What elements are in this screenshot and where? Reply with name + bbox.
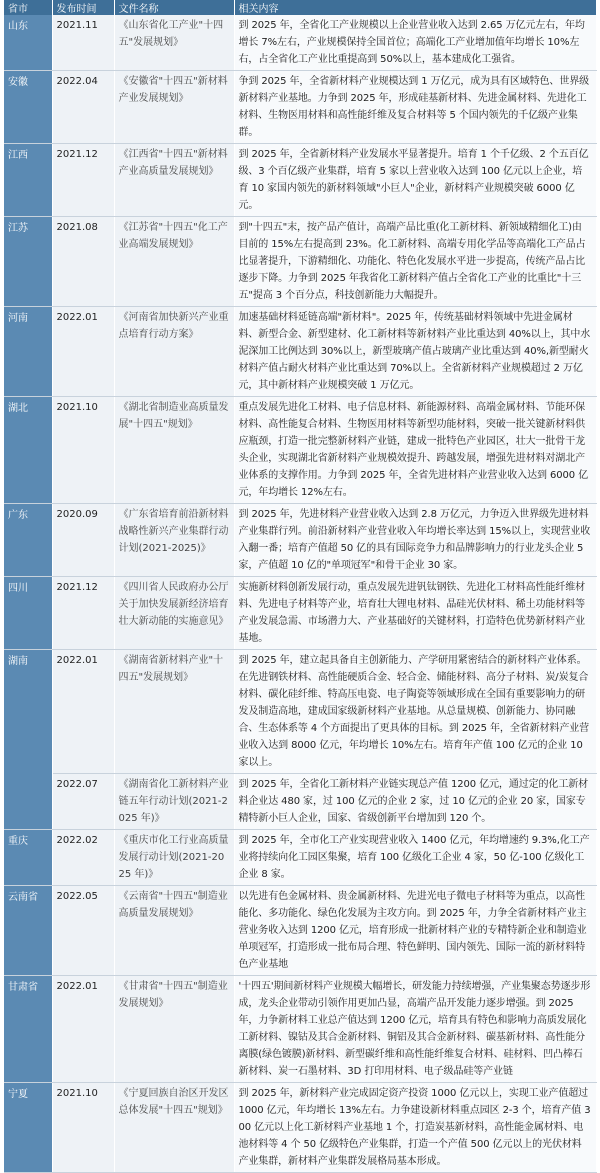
province-cell: 江西 (4, 144, 52, 217)
province-cell: 湖南 (4, 650, 52, 830)
header-file: 文件名称 (114, 0, 234, 15)
file-cell: 《湖南省新材料产业"十四五"发展规划》 (114, 650, 234, 774)
content-cell: 到 2025 年，全省化工新材料产业链实现总产值 1200 亿元，通过定的化工新材料企业达 480 家，过 100 亿元的企业 2 家，过 10 亿元的企业 20 家，国家专精特新小巨人企业，国家、省级创新平台增加到 120 个。 (234, 774, 596, 830)
table-row (4, 1083, 596, 1173)
date-cell: 2022.01 (52, 976, 114, 1083)
file-cell: 《广东省培育前沿新材料战略性新兴产业集群行动计划(2021-2025)》 (114, 504, 234, 577)
province-cell: 河南 (4, 307, 52, 397)
header-date: 发布时间 (52, 0, 114, 15)
date-cell: 2022.07 (52, 774, 114, 830)
file-cell: 《安徽省"十四五"新材料产业发展规划》 (114, 71, 234, 144)
file-cell: 《重庆市化工行业高质量发展行动计划(2021-2025 年)》 (114, 830, 234, 886)
policy-table (4, 0, 597, 1173)
table-row (4, 15, 596, 71)
file-cell: 《宁夏回族自治区开发区总体发展"十四五"规划》 (114, 1083, 234, 1173)
table-row (4, 217, 596, 307)
date-cell: 2022.05 (52, 886, 114, 976)
table-row (4, 886, 596, 976)
province-cell: 云南省 (4, 886, 52, 976)
header-row (4, 0, 596, 15)
content-cell: 到 2025 年，建立起具备自主创新能力、产学研用紧密结合的新材料产业体系。在先进钢铁材料、高性能硬质合金、轻合金、储能材料、高分子材料、炭/炭复合材料、碳化硅纤维、特高压电瓷、电子陶瓷等领域形成在全国有重要影响力的研发及制造高地，建成国家级新材料产业基地。从总量规模、创新能力、协同融合、生态体系等 4 个方面提出了更具体的目标。到 2025 年，全省新材料产业营业收入达到 8000 亿元，年均增长 10%左右。培育年产值 100 亿元的企业 10 家以上。 (234, 650, 596, 774)
province-cell: 山东 (4, 15, 52, 71)
date-cell: 2021.10 (52, 1083, 114, 1173)
province-cell: 宁夏 (4, 1083, 52, 1173)
date-cell: 2021.12 (52, 577, 114, 650)
file-cell: 《四川省人民政府办公厅关于加快发展新经济培育壮大新动能的实施意见》 (114, 577, 234, 650)
province-cell: 江苏 (4, 217, 52, 307)
file-cell: 《甘肃省"十四五"制造业发展规划》 (114, 976, 234, 1083)
table-row (4, 577, 596, 650)
content-cell: 到 2025 年，全市化工产业实现营业收入 1400 亿元，年均增速约 9.3%,化工产业将持续向化工园区集聚，培育 100 亿级化工企业 4 家，50 亿-100 亿级化工企业 8 家。 (234, 830, 596, 886)
date-cell: 2021.12 (52, 144, 114, 217)
date-cell: 2021.08 (52, 217, 114, 307)
table-row (4, 397, 596, 504)
content-cell: 到"十四五"末，按产品产值计，高端产品比重(化工新材料、新领域精细化工)由目前的 15%左右提高到 23%。化工新材料、高端专用化学品等高端化工产品占比显著提升，下游精细化、功能化、特色化发展水平进一步提高，传统产品占比逐步下降。力争到 2025 年我省化工新材料产值占全省化工产业的比重比"十三五"提高 3 个百分点，科技创新能力大幅提升。 (234, 217, 596, 307)
province-cell: 广东 (4, 504, 52, 577)
table-row (4, 830, 596, 886)
date-cell: 2020.09 (52, 504, 114, 577)
table-row (4, 71, 596, 144)
content-cell: 到 2025 年，全省化工产业规模以上企业营业收入达到 2.65 万亿元左右，年均增长 7%左右，产业规模保持全国首位；高端化工产业增加值年均增长 10%左右，占全省化工产业比重提高到 50%以上，基本建成化工强省。 (234, 15, 596, 71)
date-cell: 2021.10 (52, 397, 114, 504)
table-row (4, 774, 596, 830)
date-cell: 2022.01 (52, 650, 114, 774)
file-cell: 《湖南省化工新材料产业链五年行动计划(2021-2025 年)》 (114, 774, 234, 830)
content-cell: 实施新材料创新发展行动，重点发展先进钒钛钢铁、先进化工材料高性能纤维材料、先进电子材料等产业，培育壮大锂电材料、晶硅光伏材料、稀土功能材料等产业发展急需、市场潜力大、产业基础好的关键材料，打造特色优势新材料产业基地。 (234, 577, 596, 650)
province-cell: 湖北 (4, 397, 52, 504)
content-cell: 重点发展先进化工材料、电子信息材料、新能源材料、高端金属材料、节能环保材料、高性能复合材料、生物医用材料等新型功能材料，突破一批关键新材料供应瓶颈，打造一批完整新材料产业链，建成一批特色产业园区，壮大一批骨干龙头企业，实现湖北省新材料产业规模效提升、跨越发展，增强先进材料对湖北产业体系的支撑作用。力争到 2025 年，全省先进材料产业营业收入达到 6000 亿元，年均增长 12%左右。 (234, 397, 596, 504)
date-cell: 2022.01 (52, 307, 114, 397)
province-cell: 安徽 (4, 71, 52, 144)
province-cell: 重庆 (4, 830, 52, 886)
table-row (4, 976, 596, 1083)
content-cell: 到 2025 年，先进材料产业营业收入达到 2.8 万亿元，力争迈入世界级先进材料产业集群行列。前沿新材料产业营业收入年均增长率达到 15%以上，实现营业收入翻一番；培育产值超 50 亿的具有国际竞争力和品牌影响力的行业龙头企业 5 家，产值超 10 亿的"单项冠军"和骨干企业 30 家。 (234, 504, 596, 577)
file-cell: 《江苏省"十四五"化工产业高端发展规划》 (114, 217, 234, 307)
table-row (4, 144, 596, 217)
table-row (4, 307, 596, 397)
header-content: 相关内容 (234, 0, 596, 15)
province-cell: 甘肃省 (4, 976, 52, 1083)
province-cell: 四川 (4, 577, 52, 650)
content-cell: 加速基础材料延链高端"新材料"。2025 年，传统基础材料领域中先进金属材料、新型合金、新型建材、化工新材料等新材料产业比重达到 40%以上，其中水泥深加工比例达到 30%以上，新型玻璃产值占玻璃产业比重达到 40%,新型耐火材料产值占耐火材料产业比重达到 70%以上。全省新材料产业规模超过 2 万亿元，其中新材料产业规模突破 1 万亿元。 (234, 307, 596, 397)
content-cell: 到 2025 年，新材料产业完成固定资产投资 1000 亿元以上，实现工业产值超过 1000 亿元，年均增长 13%左右。力争建设新材料重点园区 2-3 个，培育产值 300 亿元以上化工新材料产业基地 1 个，打造炭基新材料，高性能金属材料、电池材料等 4 个 50 亿级特色产业集群，打造一个产值 500 亿元以上的光伏材料产业集群，新材料产业集群发展格局基本形成。 (234, 1083, 596, 1173)
table-row (4, 650, 596, 774)
content-cell: 争到 2025 年，全省新材料产业规模达到 1 万亿元，成为具有区域特色、世界级新材料产业基地。力争到 2025 年，形成硅基新材料、先进金属材料、先进化工材料、生物医用材料和高性能纤维及复合材料等 5 个国内领先的千亿级产业集群。 (234, 71, 596, 144)
date-cell: 2021.11 (52, 15, 114, 71)
header-province: 省市 (4, 0, 52, 15)
file-cell: 《江西省"十四五"新材料产业高质量发展规划》 (114, 144, 234, 217)
file-cell: 《云南省"十四五"制造业高质量发展规划》 (114, 886, 234, 976)
file-cell: 《湖北省制造业高质量发展"十四五"规划》 (114, 397, 234, 504)
file-cell: 《山东省化工产业"十四五"发展规划》 (114, 15, 234, 71)
content-cell: 以先进有色金属材料、贵金属新材料、先进光电子微电子材料等为重点，以高性能化、多功能化、绿色化发展为主攻方向。到 2025 年，力争全省新材料产业主营业务收入达到 1200 亿元，培育形成一批新材料产业的专精特新企业和制造业单项冠军，打造形成一批布局合理、特色鲜明、国内领先、国际一流的新材料特色产业基地 (234, 886, 596, 976)
content-cell: '十四五'期间新材料产业规模大幅增长，研发能力持续增强，产业集聚态势逐步形成，龙头企业带动引领作用更加凸显，高端产品开发能力逐步增强。到 2025 年，力争新材料工业总产值达到 1200 亿元，培育具有特色和影响力高质发展化工新材料、镍钴及其合金新材料、铜铝及其合金新材料、碳基新材料、高性能分离膜(绿色镀膜)新材料、新型碳纤维和高性能纤维复合材料、硅材料、凹凸棒石新材料、炭一石墨材料、3D 打印用材料、电子级晶硅等产业链 (234, 976, 596, 1083)
content-cell: 到 2025 年，全省新材料产业发展水平显著提升。培育 1 个千亿级、2 个五百亿级、3 个百亿级产业集群，培育 5 家以上营业收入达到 100 亿元以上企业，培育 10 家国内领先的新材料领域"小巨人"企业，新材料产业规模突破 6000 亿元。 (234, 144, 596, 217)
file-cell: 《河南省加快新兴产业重点培育行动方案》 (114, 307, 234, 397)
date-cell: 2022.02 (52, 830, 114, 886)
table-row (4, 504, 596, 577)
date-cell: 2022.04 (52, 71, 114, 144)
